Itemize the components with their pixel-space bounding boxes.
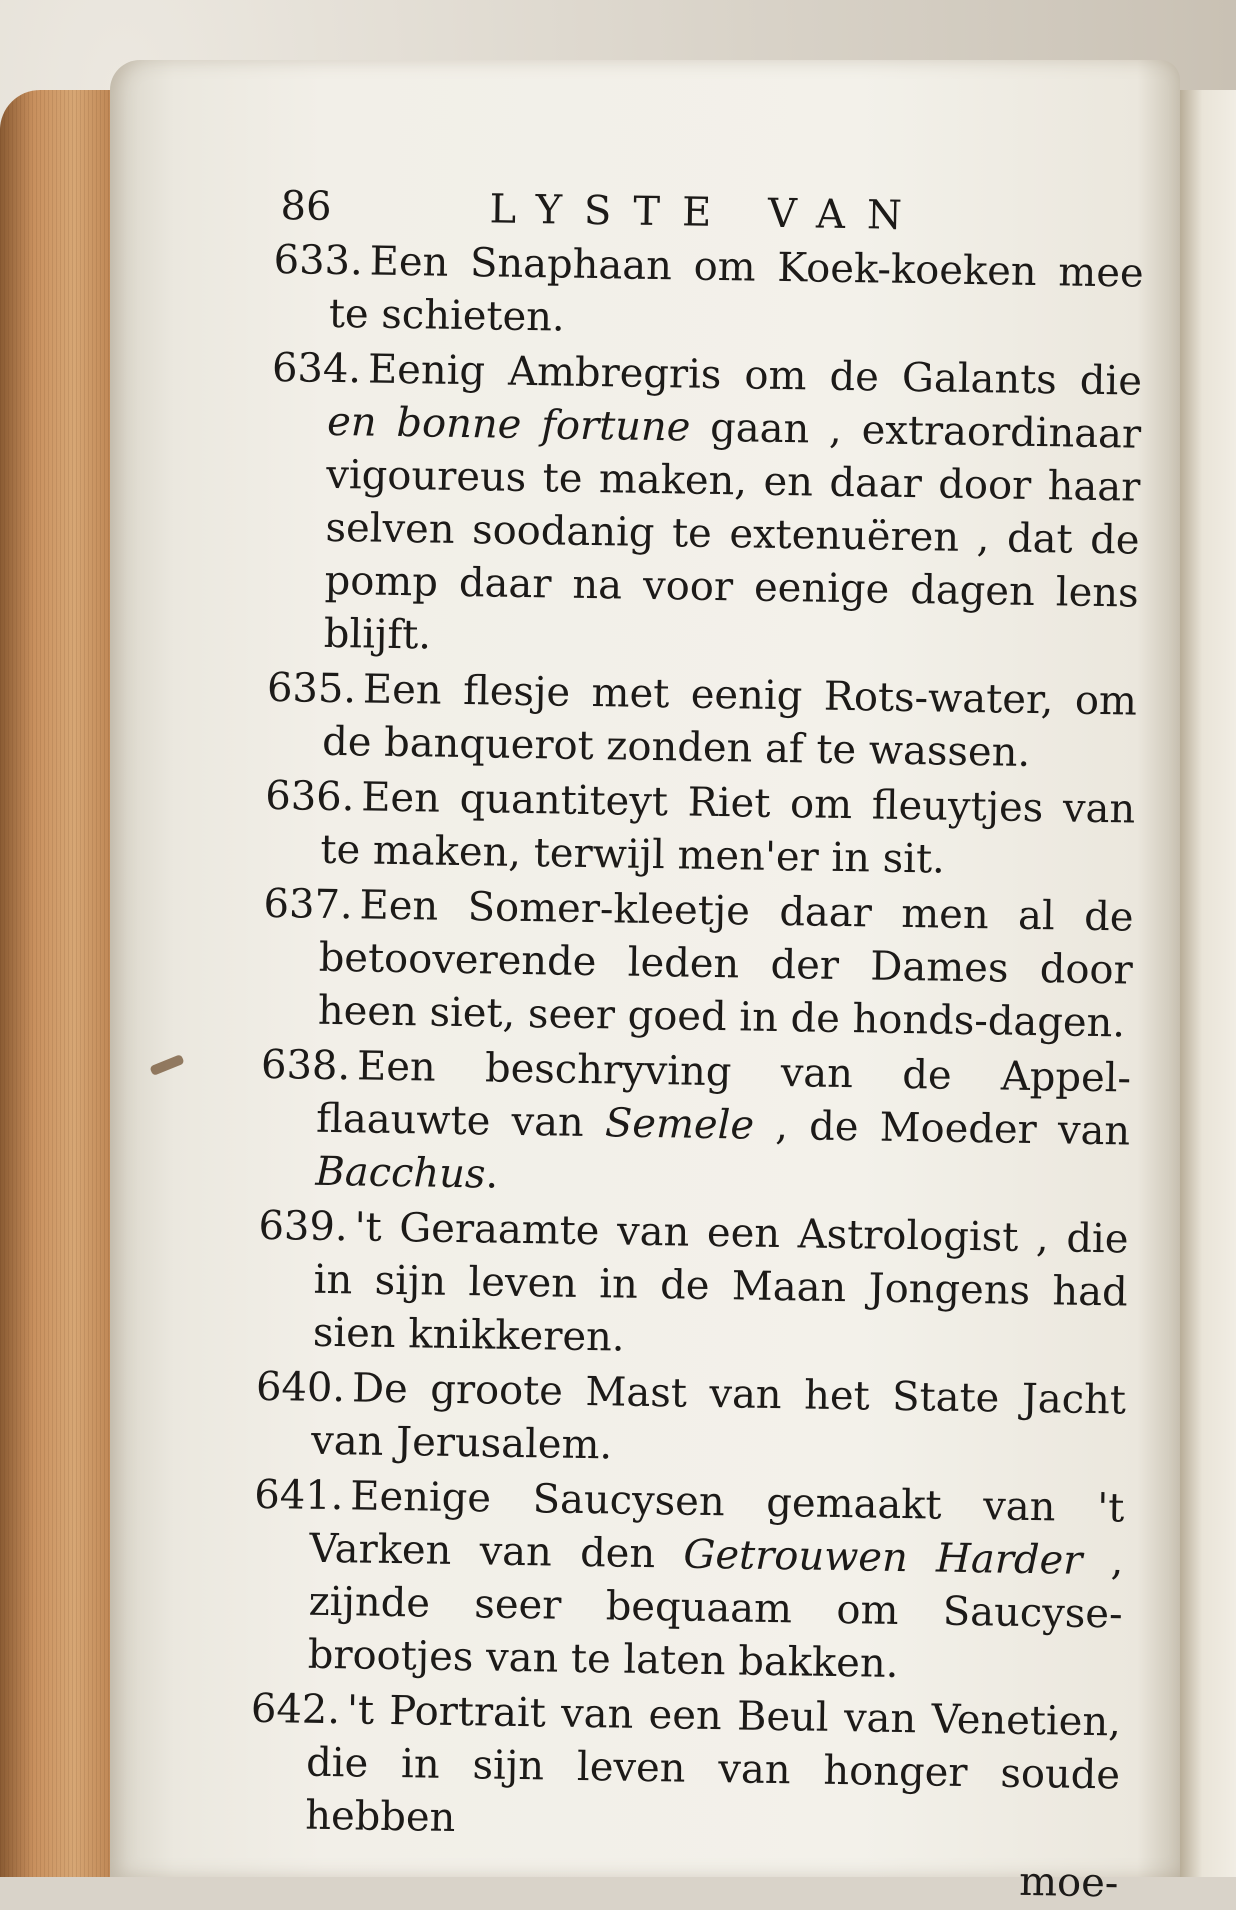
entry-number: 637. — [263, 880, 354, 929]
entry-number: 636. — [264, 772, 355, 821]
entry-number: 640. — [255, 1363, 346, 1412]
facing-page-edge — [1180, 90, 1236, 1877]
entry-italic-text: Bacchus — [315, 1148, 486, 1198]
entry-number: 642. — [250, 1685, 341, 1734]
entry-text: 't Portrait van een Beul van Venetien, die in sijn leven van honger soude hebben — [304, 1687, 1122, 1842]
entry-number: 635. — [266, 664, 357, 713]
entry-italic-text: Semele — [604, 1100, 755, 1149]
list-item — [249, 1683, 1121, 1856]
list-item — [251, 1469, 1124, 1695]
entry-text: , zijnde seer bequaam om Saucyse-brootjes van te laten bakken. — [307, 1537, 1124, 1687]
entry-number: 634. — [271, 344, 362, 393]
running-title: LYSTE VAN — [489, 186, 925, 240]
entry-number: 639. — [258, 1202, 348, 1251]
entry-text: Eenig Ambregris om de Galants die — [367, 346, 1143, 405]
list-item — [262, 878, 1134, 1051]
entry-text: , de Moeder van — [753, 1102, 1131, 1155]
list-item — [266, 662, 1138, 782]
entry-italic-text: Getrouwen Harder — [683, 1531, 1083, 1584]
entry-text: gaan , extraordinaar vigoureus te maken, en daar door haar selven soodanig te extenuëren , dat de pomp daar na voor eenige dagen lens blijft. — [323, 404, 1142, 659]
entry-text: Een Snaphaan om Koek-koeken mee te schieten. — [328, 238, 1144, 341]
page-text — [248, 180, 1145, 1910]
entry-text: Een beschryving van de Appel-flaauwte van — [315, 1043, 1132, 1147]
list-item — [256, 1200, 1128, 1373]
entry-italic-text: en bonne fortune — [326, 398, 691, 451]
catchword: moe- — [1018, 1858, 1119, 1907]
entry-list — [249, 234, 1144, 1855]
entry-text: . — [485, 1151, 499, 1198]
page-number: 86 — [280, 183, 332, 230]
entry-text: Eenige Saucysen gemaakt van 't Varken van den — [309, 1473, 1125, 1578]
list-item — [267, 342, 1142, 674]
list-item — [259, 1039, 1131, 1212]
list-item — [264, 770, 1136, 890]
list-item — [272, 234, 1144, 354]
entry-number: 641. — [253, 1471, 344, 1520]
list-item — [255, 1361, 1127, 1481]
entry-number: 633. — [273, 236, 364, 285]
entry-number: 638. — [260, 1041, 351, 1090]
entry-text: Een Somer-kleetje daar men al de betooverende leden der Dames door heen siet, seer goed in de honds-dagen. — [317, 882, 1134, 1047]
entry-text: De groote Mast van het State Jacht van Jerusalem. — [310, 1365, 1127, 1469]
entry-text: Een flesje met eenig Rots-water, om de banquerot zonden af te wassen. — [321, 666, 1138, 776]
entry-text: Een quantiteyt Riet om fleuytjes van te maken, terwijl men'er in sit. — [320, 774, 1136, 883]
entry-text: 't Geraamte van een Astrologist , die in sijn leven in de Maan Jongens had sien knikkeren. — [312, 1204, 1129, 1361]
